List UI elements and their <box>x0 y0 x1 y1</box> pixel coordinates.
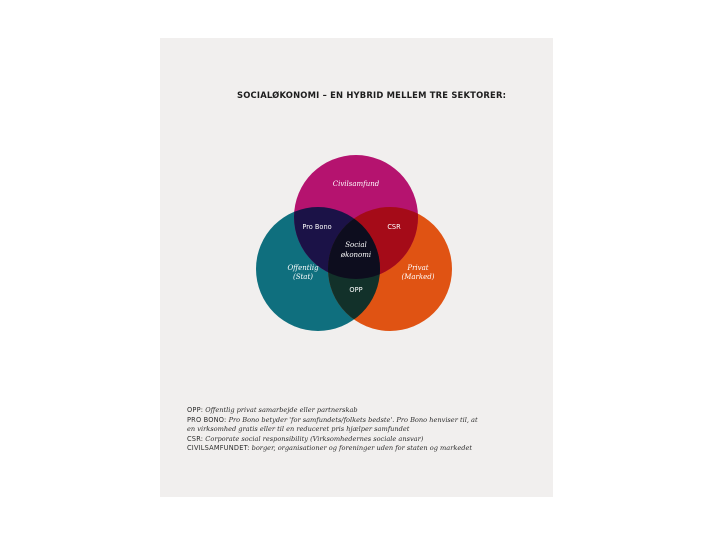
csr-label: CSR <box>387 223 401 231</box>
legend-row-pro-bono-cont: en virksomhed gratis eller til en reduceret pris hjælper samfundet <box>187 425 410 434</box>
center-label-line-2: økonomi <box>340 251 372 259</box>
center-label-line-1: Social <box>345 241 367 249</box>
offentlig-label-line-1: Offentlig <box>287 264 319 272</box>
offentlig-label-line-2: (Stat) <box>292 273 314 281</box>
legend-row-opp: OPP: Offentlig privat samarbejde eller partnerskab <box>187 406 358 414</box>
infographic-card <box>160 38 553 497</box>
legend-row-civilsamfundet: CIVILSAMFUNDET: borger, organisationer og foreninger uden for staten og markedet <box>187 444 473 453</box>
legend <box>187 406 547 454</box>
legend-row-pro-bono: PRO BONO: Pro Bono betyder 'for samfundets/folkets bedste'. Pro Bono henviser til, at <box>187 415 478 424</box>
civilsamfund-label: Civilsamfund <box>332 180 380 188</box>
opp-label: OPP <box>349 286 363 294</box>
diagram-title: SOCIALØKONOMI – EN HYBRID MELLEM TRE SEKTORER: <box>237 90 507 100</box>
privat-label-line-1: Privat <box>407 264 429 272</box>
pro-bono-label: Pro Bono <box>302 223 332 231</box>
privat-label-line-2: (Marked) <box>401 273 435 281</box>
legend-row-csr: CSR: Corporate social responsibility (Virksomhedernes sociale ansvar) <box>187 434 424 443</box>
